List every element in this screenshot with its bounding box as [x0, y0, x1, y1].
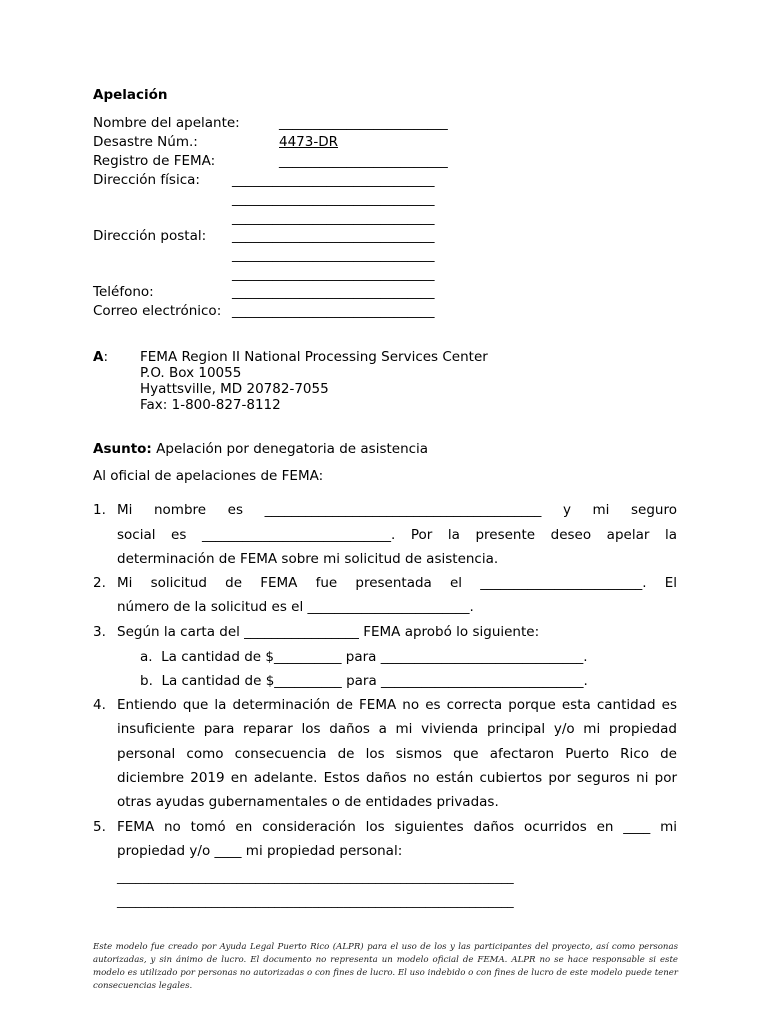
- item-number: 4.: [93, 697, 106, 713]
- subject-label: Asunto:: [93, 441, 152, 457]
- item-4-line: otras ayudas gubernamentales o de entidades privadas.: [117, 794, 499, 810]
- item-4-line: Entiendo que la determinación de FEMA no es correcta porque esta cantidad es: [117, 697, 677, 713]
- salutation: Al oficial de apelaciones de FEMA:: [93, 468, 324, 484]
- damages-blank-line: _______________________________________________________________: [117, 893, 514, 908]
- appellant-name-label: Nombre del apelante:: [93, 115, 240, 131]
- recipient-line: P.O. Box 10055: [140, 365, 242, 381]
- appellant-name-blank: _________________________: [279, 115, 448, 131]
- recipient-label: A:: [93, 349, 109, 365]
- item-1-line: social es ____________________________. Por la presente deseo apelar la: [117, 527, 677, 543]
- item-1-line: Mi nombre es _________________________________________ y mi seguro: [117, 502, 677, 518]
- item-2-line: número de la solicitud es el ________________________.: [117, 599, 474, 615]
- item-3a-line: a. La cantidad de $__________ para ______________________________.: [140, 649, 588, 665]
- disaster-number-value: 4473-DR: [279, 134, 339, 150]
- footer-disclaimer: Este modelo fue creado por Ayuda Legal Puerto Rico (ALPR) para el uso de los y las participantes del proyecto, así como personas autorizadas, y sin ánimo de lucro. El documento no representa un modelo oficial de FEMA. ALPR no se hace responsable si este modelo es utilizado por personas no autorizadas o con fines de lucro. El uso indebido o con fines de lucro de este modelo puede tener consecuencias legales.: [93, 942, 678, 991]
- subject-text: Apelación por denegatoria de asistencia: [151, 441, 429, 457]
- item-4-line: diciembre 2019 en adelante. Estos daños no están cubiertos por seguros ni por: [117, 770, 677, 786]
- recipient-line: Hyattsville, MD 20782-7055: [140, 381, 329, 397]
- item-2-line: Mi solicitud de FEMA fue presentada el ________________________. El: [117, 575, 677, 591]
- item-3b-line: b. La cantidad de $__________ para ______________________________.: [140, 673, 588, 689]
- item-3-line: Según la carta del _________________ FEMA aprobó lo siguiente:: [117, 624, 540, 640]
- disaster-number-label: Desastre Núm.:: [93, 134, 198, 150]
- physical-address-blank: ______________________________: [232, 191, 435, 207]
- email-blank: ______________________________: [232, 303, 435, 319]
- recipient-line: Fax: 1-800-827-8112: [140, 397, 281, 413]
- item-number: 3.: [93, 624, 106, 640]
- physical-address-blank: ______________________________: [232, 172, 435, 188]
- item-1-line: determinación de FEMA sobre mi solicitud de asistencia.: [117, 551, 499, 567]
- item-number: 2.: [93, 575, 106, 591]
- item-4-line: insuficiente para reparar los daños a mi vivienda principal y/o mi propiedad: [117, 721, 677, 737]
- postal-address-label: Dirección postal:: [93, 228, 207, 244]
- item-number: 5.: [93, 819, 106, 835]
- postal-address-blank: ______________________________: [232, 266, 435, 282]
- postal-address-blank: ______________________________: [232, 247, 435, 263]
- email-label: Correo electrónico:: [93, 303, 222, 319]
- item-number: 1.: [93, 502, 106, 518]
- physical-address-label: Dirección física:: [93, 172, 200, 188]
- damages-blank-line: _______________________________________________________________: [117, 869, 514, 884]
- subject-line: [93, 440, 428, 458]
- document-title: Apelación: [93, 87, 168, 103]
- phone-label: Teléfono:: [93, 284, 154, 300]
- item-5-line: FEMA no tomó en consideración los siguientes daños ocurridos en ____ mi: [117, 819, 677, 835]
- recipient-line: FEMA Region II National Processing Services Center: [140, 349, 488, 365]
- fema-registry-label: Registro de FEMA:: [93, 153, 216, 169]
- postal-address-blank: ______________________________: [232, 228, 435, 244]
- item-5-line: propiedad y/o ____ mi propiedad personal:: [117, 843, 403, 859]
- phone-blank: ______________________________: [232, 284, 435, 300]
- physical-address-blank: ______________________________: [232, 210, 435, 226]
- fema-registry-blank: _________________________: [279, 153, 448, 169]
- item-4-line: personal como consecuencia de los sismos que afectaron Puerto Rico de: [117, 746, 677, 762]
